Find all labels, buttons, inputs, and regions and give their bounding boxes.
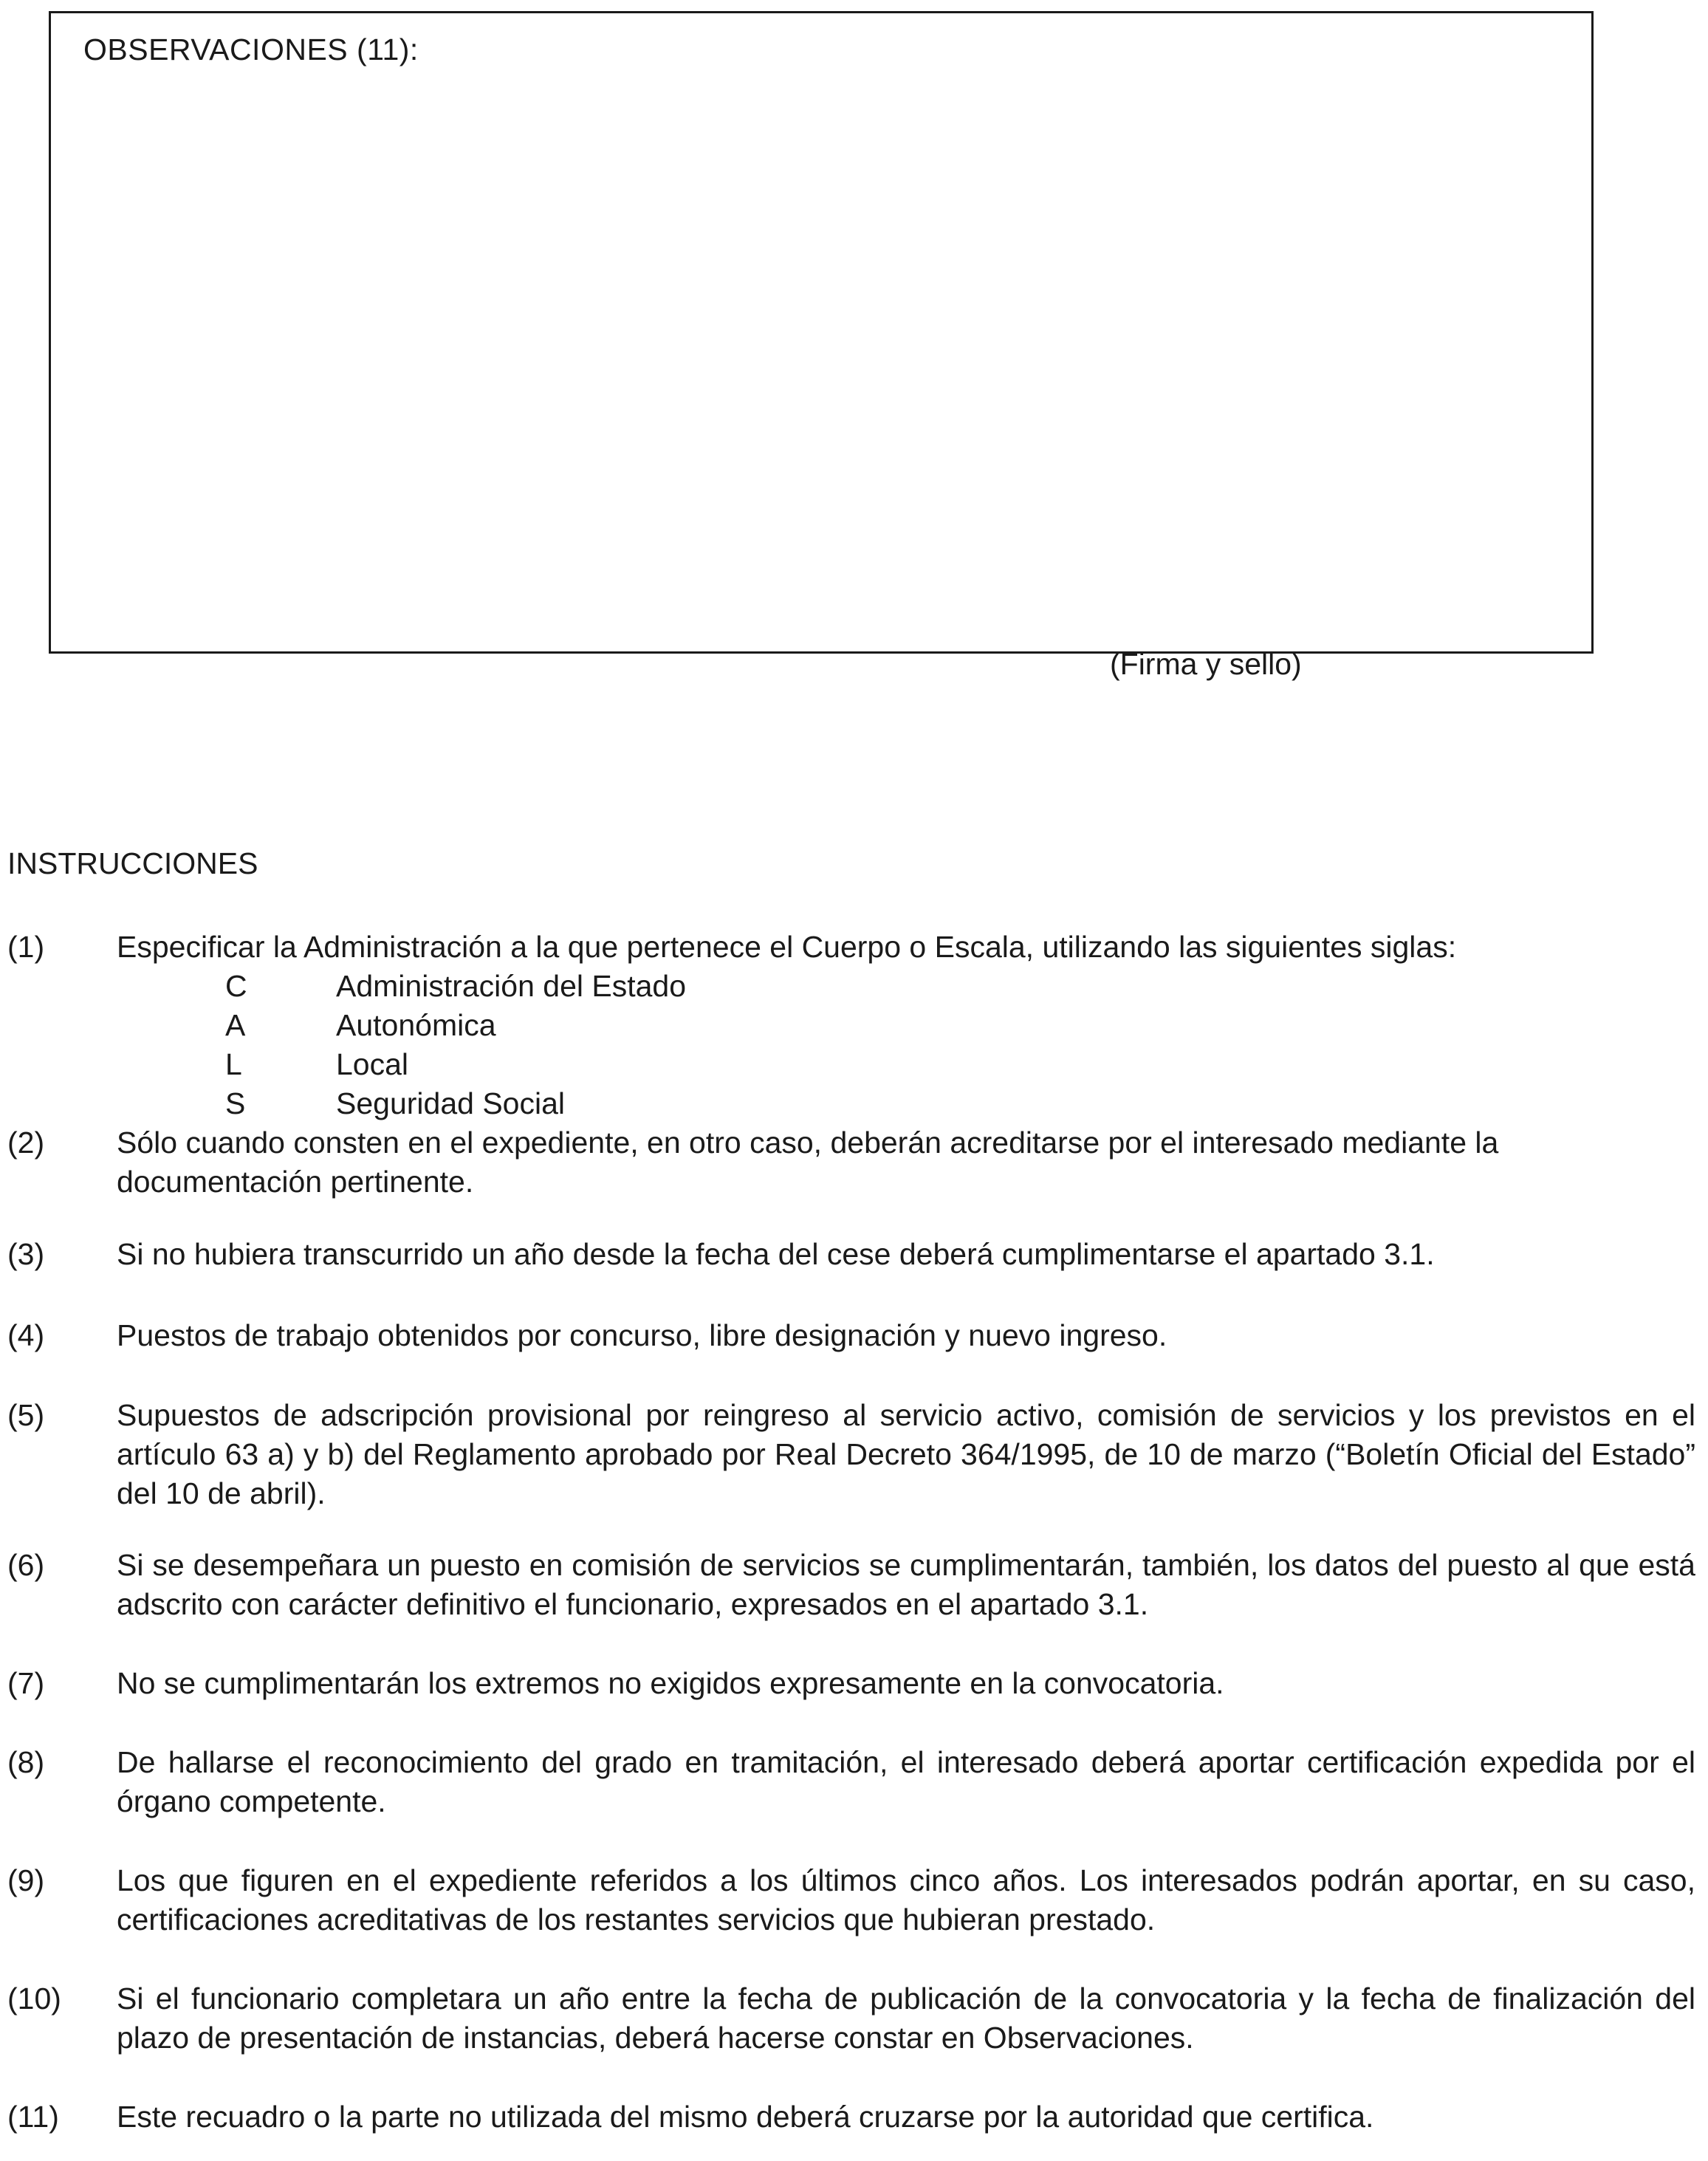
note-number: (8) <box>7 1745 45 1779</box>
note-number: (9) <box>7 1863 45 1897</box>
note-number: (4) <box>7 1318 45 1352</box>
note-text: Si el funcionario completara un año entre la fecha de publicación de la convocatoria y la fecha de finalización del plazo de presentación de instancias, deberá hacerse constar en Observaciones. <box>117 1982 1695 2055</box>
sigla-code: S <box>225 1086 246 1120</box>
note-number: (7) <box>7 1666 45 1700</box>
note-text: Si se desempeñara un puesto en comisión de servicios se cumplimentarán, también, los datos del puesto al que está adscrito con carácter definitivo el funcionario, expresados en el apartado 3.1. <box>117 1548 1695 1621</box>
sigla-code: C <box>225 969 247 1003</box>
note-text: Especificar la Administración a la que pertenece el Cuerpo o Escala, utilizando las siguientes siglas: <box>117 930 1457 964</box>
firma-y-sello-label: (Firma y sello) <box>1110 647 1302 681</box>
sigla-code: A <box>225 1008 246 1042</box>
observaciones-title: OBSERVACIONES (11): <box>83 32 419 66</box>
note-number: (3) <box>7 1237 45 1271</box>
sigla-label: Autonómica <box>336 1008 496 1042</box>
note-text: Sólo cuando consten en el expediente, en otro caso, deberán acreditarse por el interesado mediante la documentación pertinente. <box>117 1126 1499 1199</box>
note-number: (1) <box>7 930 45 964</box>
observaciones-box <box>49 11 1594 654</box>
note-number: (2) <box>7 1126 45 1160</box>
note-text: Los que figuren en el expediente referidos a los últimos cinco años. Los interesados podrán aportar, en su caso, certificaciones acreditativas de los restantes servicios que hubieran prestado. <box>117 1863 1695 1936</box>
note-number: (10) <box>7 1982 61 2016</box>
note-text: De hallarse el reconocimiento del grado en tramitación, el interesado deberá aportar certificación expedida por el órgano competente. <box>117 1745 1695 1818</box>
sigla-label: Seguridad Social <box>336 1086 565 1120</box>
sigla-label: Local <box>336 1047 409 1081</box>
note-text: Este recuadro o la parte no utilizada del mismo deberá cruzarse por la autoridad que certifica. <box>117 2100 1374 2134</box>
note-text: No se cumplimentarán los extremos no exigidos expresamente en la convocatoria. <box>117 1666 1224 1700</box>
instrucciones-title: INSTRUCCIONES <box>7 846 258 880</box>
note-text: Puestos de trabajo obtenidos por concurso, libre designación y nuevo ingreso. <box>117 1318 1167 1352</box>
sigla-code: L <box>225 1047 242 1081</box>
note-number: (11) <box>7 2100 59 2134</box>
note-text: Supuestos de adscripción provisional por reingreso al servicio activo, comisión de servicios y los previstos en el artículo 63 a) y b) del Reglamento aprobado por Real Decreto 364/1995, de 10 de marzo (“Boletín Oficial del Estado” del 10 de abril). <box>117 1398 1695 1510</box>
sigla-label: Administración del Estado <box>336 969 687 1003</box>
note-number: (5) <box>7 1398 45 1432</box>
note-text: Si no hubiera transcurrido un año desde la fecha del cese deberá cumplimentarse el apartado 3.1. <box>117 1237 1435 1271</box>
note-number: (6) <box>7 1548 45 1582</box>
